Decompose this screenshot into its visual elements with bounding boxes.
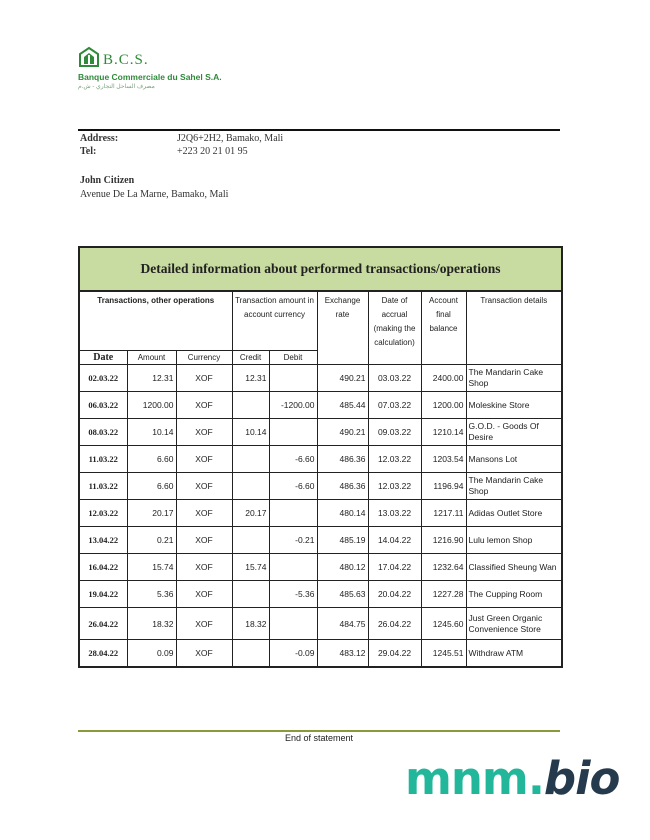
row-details: The Mandarin Cake Shop <box>466 473 562 500</box>
row-amount: 6.60 <box>127 473 176 500</box>
row-amount: 18.32 <box>127 608 176 640</box>
header-transactions: Transactions, other operations <box>79 291 232 351</box>
row-exchange-rate: 485.19 <box>317 527 368 554</box>
header-divider <box>78 129 560 131</box>
table-row <box>79 608 562 640</box>
row-debit <box>269 500 317 527</box>
header-amount-in-currency: Transaction amount in account currency <box>232 291 317 351</box>
row-details: Lulu lemon Shop <box>466 527 562 554</box>
row-balance: 1203.54 <box>421 446 466 473</box>
transactions-table <box>78 246 563 668</box>
row-details: Withdraw ATM <box>466 640 562 668</box>
watermark-part2: bio <box>543 752 620 805</box>
bank-name: Banque Commerciale du Sahel S.A. <box>78 72 222 82</box>
row-balance: 1217.11 <box>421 500 466 527</box>
row-debit: -6.60 <box>269 446 317 473</box>
table-title: Detailed information about performed transactions/operations <box>79 247 562 291</box>
row-date: 11.03.22 <box>79 446 127 473</box>
row-accrual-date: 29.04.22 <box>368 640 421 668</box>
row-date: 26.04.22 <box>79 608 127 640</box>
table-row <box>79 581 562 608</box>
table-row <box>79 446 562 473</box>
row-credit <box>232 392 269 419</box>
row-accrual-date: 12.03.22 <box>368 473 421 500</box>
row-balance: 1245.51 <box>421 640 466 668</box>
row-balance: 2400.00 <box>421 365 466 392</box>
header-date-of-accrual: Date of accrual (making the calculation) <box>368 291 421 365</box>
end-of-statement-text: End of statement <box>284 733 354 743</box>
row-exchange-rate: 480.14 <box>317 500 368 527</box>
subheader-credit: Credit <box>232 351 269 365</box>
watermark <box>405 752 619 805</box>
row-currency: XOF <box>176 640 232 668</box>
row-currency: XOF <box>176 473 232 500</box>
row-exchange-rate: 480.12 <box>317 554 368 581</box>
row-balance: 1200.00 <box>421 392 466 419</box>
row-accrual-date: 13.03.22 <box>368 500 421 527</box>
row-exchange-rate: 486.36 <box>317 446 368 473</box>
row-debit <box>269 554 317 581</box>
row-accrual-date: 14.04.22 <box>368 527 421 554</box>
row-accrual-date: 09.03.22 <box>368 419 421 446</box>
row-debit: -5.36 <box>269 581 317 608</box>
row-balance: 1245.60 <box>421 608 466 640</box>
row-currency: XOF <box>176 500 232 527</box>
row-details: Just Green Organic Convenience Store <box>466 608 562 640</box>
row-currency: XOF <box>176 365 232 392</box>
row-balance: 1232.64 <box>421 554 466 581</box>
tel-value: +223 20 21 01 95 <box>177 146 248 157</box>
row-accrual-date: 26.04.22 <box>368 608 421 640</box>
header-final-balance: Account final balance <box>421 291 466 365</box>
row-debit: -0.09 <box>269 640 317 668</box>
watermark-part1: mnm. <box>405 752 544 805</box>
row-accrual-date: 17.04.22 <box>368 554 421 581</box>
row-amount: 10.14 <box>127 419 176 446</box>
row-credit <box>232 640 269 668</box>
row-amount: 6.60 <box>127 446 176 473</box>
footer-divider <box>78 730 560 732</box>
row-credit: 18.32 <box>232 608 269 640</box>
row-amount: 15.74 <box>127 554 176 581</box>
customer-address: Avenue De La Marne, Bamako, Mali <box>80 189 229 200</box>
row-currency: XOF <box>176 608 232 640</box>
address-value: J2Q6+2H2, Bamako, Mali <box>177 133 284 144</box>
row-amount: 0.09 <box>127 640 176 668</box>
row-credit <box>232 446 269 473</box>
table-row <box>79 500 562 527</box>
row-debit: -0.21 <box>269 527 317 554</box>
row-date: 16.04.22 <box>79 554 127 581</box>
row-balance: 1227.28 <box>421 581 466 608</box>
row-date: 08.03.22 <box>79 419 127 446</box>
row-details: Classified Sheung Wan <box>466 554 562 581</box>
table-row <box>79 473 562 500</box>
table-row <box>79 392 562 419</box>
row-accrual-date: 07.03.22 <box>368 392 421 419</box>
row-accrual-date: 20.04.22 <box>368 581 421 608</box>
table-row <box>79 527 562 554</box>
table-row <box>79 554 562 581</box>
row-balance: 1196.94 <box>421 473 466 500</box>
subheader-date: Date <box>79 351 127 365</box>
row-debit <box>269 608 317 640</box>
row-credit: 10.14 <box>232 419 269 446</box>
customer-name: John Citizen <box>80 175 135 186</box>
row-date: 12.03.22 <box>79 500 127 527</box>
tel-label: Tel: <box>80 146 97 157</box>
row-accrual-date: 12.03.22 <box>368 446 421 473</box>
row-details: Mansons Lot <box>466 446 562 473</box>
table-row <box>79 419 562 446</box>
row-date: 11.03.22 <box>79 473 127 500</box>
row-debit: -6.60 <box>269 473 317 500</box>
row-exchange-rate: 490.21 <box>317 365 368 392</box>
table-row <box>79 640 562 668</box>
address-label: Address: <box>80 133 119 144</box>
row-exchange-rate: 485.44 <box>317 392 368 419</box>
table-row <box>79 365 562 392</box>
row-currency: XOF <box>176 554 232 581</box>
row-exchange-rate: 483.12 <box>317 640 368 668</box>
row-exchange-rate: 484.75 <box>317 608 368 640</box>
subheader-currency: Currency <box>176 351 232 365</box>
row-currency: XOF <box>176 527 232 554</box>
row-balance: 1216.90 <box>421 527 466 554</box>
row-amount: 1200.00 <box>127 392 176 419</box>
row-details: Moleskine Store <box>466 392 562 419</box>
row-amount: 12.31 <box>127 365 176 392</box>
end-of-statement <box>0 733 650 743</box>
row-details: G.O.D. - Goods Of Desire <box>466 419 562 446</box>
bank-logo-text: B.C.S. <box>103 52 149 68</box>
row-currency: XOF <box>176 581 232 608</box>
header-exchange-rate: Exchange rate <box>317 291 368 365</box>
row-details: The Cupping Room <box>466 581 562 608</box>
row-debit <box>269 365 317 392</box>
row-date: 19.04.22 <box>79 581 127 608</box>
bank-logo <box>78 46 238 96</box>
row-date: 28.04.22 <box>79 640 127 668</box>
row-credit <box>232 581 269 608</box>
row-debit <box>269 419 317 446</box>
header-details: Transaction details <box>466 291 562 365</box>
row-date: 06.03.22 <box>79 392 127 419</box>
row-credit: 15.74 <box>232 554 269 581</box>
row-date: 13.04.22 <box>79 527 127 554</box>
bank-logo-icon <box>78 46 100 68</box>
row-details: Adidas Outlet Store <box>466 500 562 527</box>
row-currency: XOF <box>176 419 232 446</box>
row-credit: 20.17 <box>232 500 269 527</box>
row-amount: 20.17 <box>127 500 176 527</box>
row-details: The Mandarin Cake Shop <box>466 365 562 392</box>
row-credit <box>232 473 269 500</box>
row-debit: -1200.00 <box>269 392 317 419</box>
row-credit: 12.31 <box>232 365 269 392</box>
row-currency: XOF <box>176 392 232 419</box>
subheader-amount: Amount <box>127 351 176 365</box>
row-accrual-date: 03.03.22 <box>368 365 421 392</box>
row-exchange-rate: 486.36 <box>317 473 368 500</box>
row-balance: 1210.14 <box>421 419 466 446</box>
row-date: 02.03.22 <box>79 365 127 392</box>
row-currency: XOF <box>176 446 232 473</box>
row-amount: 0.21 <box>127 527 176 554</box>
row-credit <box>232 527 269 554</box>
row-exchange-rate: 485.63 <box>317 581 368 608</box>
row-amount: 5.36 <box>127 581 176 608</box>
subheader-debit: Debit <box>269 351 317 365</box>
row-exchange-rate: 490.21 <box>317 419 368 446</box>
bank-name-arabic: مصرف الساحل التجاري - ش.م <box>78 84 155 90</box>
